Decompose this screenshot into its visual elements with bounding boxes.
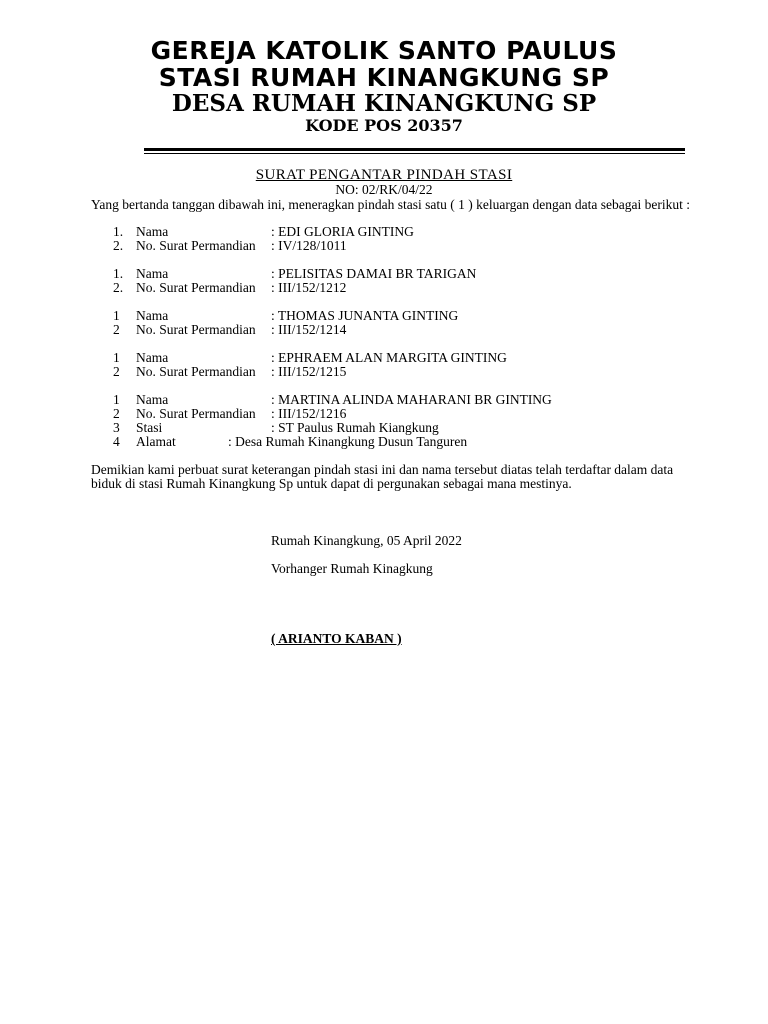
signer-role: Vorhanger Rumah Kinagkung — [271, 561, 433, 576]
entry-label: Nama — [136, 350, 169, 365]
entry-value: : Desa Rumah Kinangkung Dusun Tanguren — [228, 434, 468, 449]
village-name: DESA RUMAH KINANGKUNG SP — [171, 90, 597, 117]
entry-value: : PELISITAS DAMAI BR TARIGAN — [271, 266, 477, 281]
intro-paragraph: Yang bertanda tanggan dibawah ini, meneragkan pindah stasi satu ( 1 ) keluargan dengan data sebagai berikut : — [91, 197, 690, 212]
signer-name: ( ARIANTO KABAN ) — [271, 631, 402, 646]
entry-value: : ST Paulus Rumah Kiangkung — [271, 420, 439, 435]
entry-value: : III/152/1216 — [271, 406, 347, 421]
entry-label: Alamat — [136, 434, 176, 449]
entry-label: Nama — [136, 308, 169, 323]
church-name: GEREJA KATOLIK SANTO PAULUS — [150, 36, 618, 65]
entry-value: : III/152/1214 — [271, 322, 347, 337]
header-rule-thin — [144, 153, 685, 154]
entry-value: : MARTINA ALINDA MAHARANI BR GINTING — [271, 392, 552, 407]
entry-value: : EPHRAEM ALAN MARGITA GINTING — [271, 350, 507, 365]
closing-paragraph: Demikian kami perbuat surat keterangan pindah stasi ini dan nama tersebut diatas telah terdaftar dalam data biduk di stasi Rumah Kinangkung Sp untuk dapat di pergunakan sebagai mana mestinya. — [91, 462, 674, 491]
entry-number: 1 — [113, 392, 120, 407]
entry-number: 2. — [113, 280, 124, 295]
place-date: Rumah Kinangkung, 05 April 2022 — [271, 533, 462, 548]
letter-number: NO: 02/RK/04/22 — [335, 182, 433, 197]
entry-number: 3 — [113, 420, 120, 435]
entry-number: 2. — [113, 238, 124, 253]
entry-label: No. Surat Permandian — [136, 322, 256, 337]
entry-number: 1 — [113, 350, 120, 365]
header-rule-thick — [144, 148, 685, 151]
entry-value: : III/152/1212 — [271, 280, 347, 295]
stasi-name: STASI RUMAH KINANGKUNG SP — [158, 63, 610, 92]
entry-number: 2 — [113, 406, 120, 421]
entry-label: Nama — [136, 392, 169, 407]
entry-number: 1. — [113, 224, 124, 239]
entry-label: No. Surat Permandian — [136, 364, 256, 379]
entry-label: No. Surat Permandian — [136, 238, 256, 253]
entry-label: Nama — [136, 224, 169, 239]
entry-value: : EDI GLORIA GINTING — [271, 224, 414, 239]
entry-number: 1. — [113, 266, 124, 281]
entry-number: 1 — [113, 308, 120, 323]
entry-value: : III/152/1215 — [271, 364, 347, 379]
entry-number: 2 — [113, 322, 120, 337]
entry-label: Stasi — [136, 420, 163, 435]
letter-title: SURAT PENGANTAR PINDAH STASI — [255, 167, 513, 183]
entry-value: : IV/128/1011 — [271, 238, 347, 253]
entry-label: Nama — [136, 266, 169, 281]
entry-number: 4 — [113, 434, 120, 449]
entry-label: No. Surat Permandian — [136, 280, 256, 295]
entry-label: No. Surat Permandian — [136, 406, 256, 421]
entry-value: : THOMAS JUNANTA GINTING — [271, 308, 459, 323]
entry-number: 2 — [113, 364, 120, 379]
postal-code: KODE POS 20357 — [305, 116, 463, 135]
